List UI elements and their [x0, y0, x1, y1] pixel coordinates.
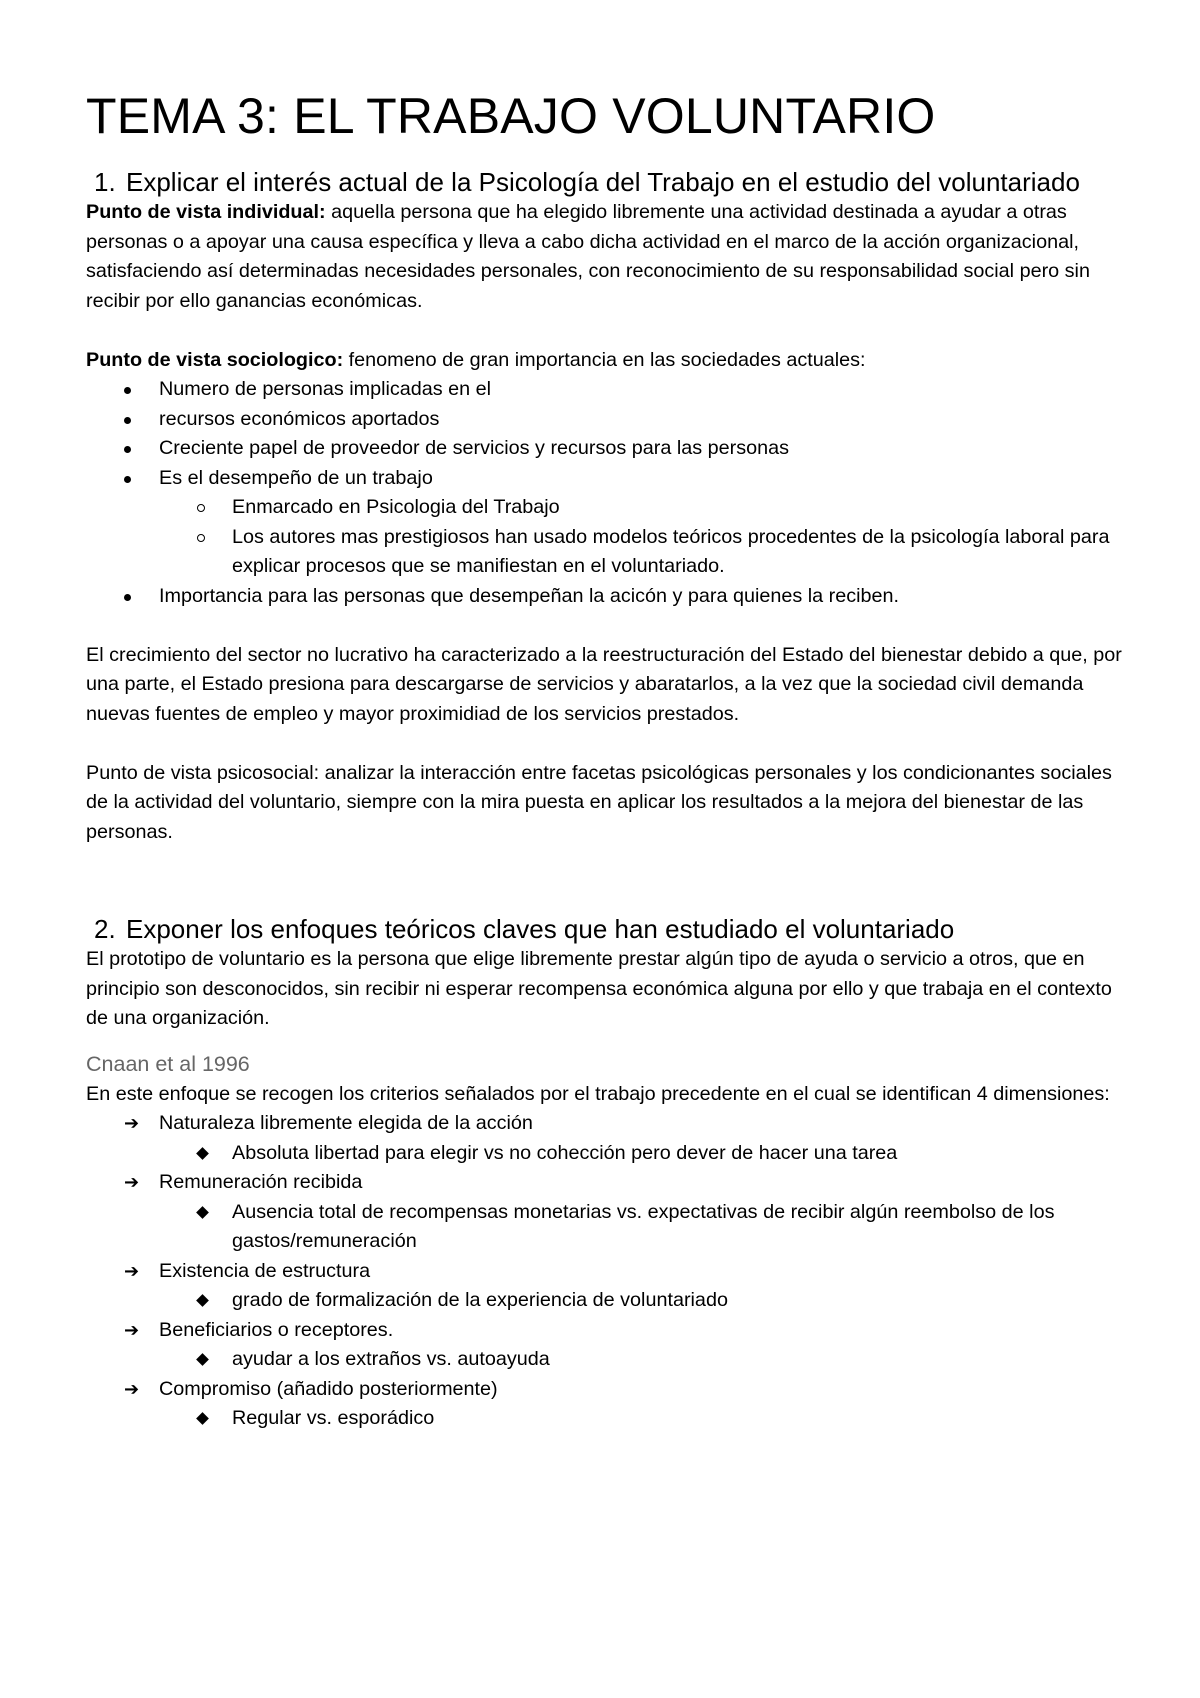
sociologico-paragraph	[86, 346, 1126, 376]
list-item: Importancia para las personas que desempeñan la acicón y para quienes la reciben.	[86, 582, 1126, 612]
spacer	[86, 611, 1126, 641]
section-1-heading	[86, 166, 1126, 198]
arrow-icon: ➔	[124, 1172, 140, 1192]
sociologico-text: fenomeno de gran importancia en las sociedades actuales:	[343, 348, 866, 371]
spacer	[86, 316, 1126, 346]
section-1-number: 1.	[94, 167, 116, 197]
arrow-icon: ➔	[124, 1260, 140, 1281]
dimension-label: Naturaleza libremente elegida de la acción	[159, 1112, 533, 1134]
list-item: recursos económicos aportados	[86, 405, 1126, 435]
sub-list-item: Los autores mas prestigiosos han usado modelos teóricos procedentes de la psicología laboral para explicar procesos que se manifiestan en el voluntariado.	[86, 523, 1126, 582]
section-2-heading	[86, 913, 1126, 945]
dimension-detail: Ausencia total de recompensas monetarias vs. expectativas de recibir algún reembolso de los gastos/remuneración	[86, 1198, 1126, 1257]
arrow-icon: ➔	[124, 1378, 140, 1399]
dimension-detail: grado de formalización de la experiencia de voluntariado	[86, 1286, 1126, 1316]
sociologico-label: Punto de vista sociologico:	[86, 348, 344, 371]
dimension-detail: ayudar a los extraños vs. autoayuda	[86, 1345, 1126, 1375]
section-2-heading-text: Exponer los enfoques teóricos claves que han estudiado el voluntariado	[126, 914, 955, 944]
dimension-detail: Absoluta libertad para elegir vs no cohección pero dever de hacer una tarea	[86, 1139, 1126, 1169]
dimension-item	[86, 1257, 1126, 1287]
individual-text: aquella persona que ha elegido libremente una actividad destinada a ayudar a otras personas o a apoyar una causa específica y lleva a cabo dicha actividad en el marco de la acción organizacional, satisfaciendo así determinadas necesidades personales, con reconocimiento de su responsabilidad social pero sin recibir por ello ganancias económicas.	[86, 201, 1090, 312]
list-item: Numero de personas implicadas en el	[86, 375, 1126, 405]
sector-paragraph: El crecimiento del sector no lucrativo ha caracterizado a la reestructuración del Estado del bienestar debido a que, por una parte, el Estado presiona para descargarse de servicios y abaratarlos, a la vez que la sociedad civil demanda nuevas fuentes de empleo y mayor proximidiad de los servicios prestados.	[86, 643, 1122, 725]
psicosocial-paragraph: Punto de vista psicosocial: analizar la interacción entre facetas psicológicas personales y los condicionantes sociales de la actividad del voluntario, siempre con la mira puesta en aplicar los resultados a la mejora del bienestar de las personas.	[86, 761, 1112, 843]
cnaan-subheading: Cnaan et al 1996	[86, 1051, 250, 1076]
sociologico-list	[86, 375, 1126, 611]
enfoque-paragraph: En este enfoque se recogen los criterios señalados por el trabajo precedente en el cual se identifican 4 dimensiones:	[86, 1082, 1110, 1105]
dimension-label: Compromiso (añadido posteriormente)	[159, 1377, 498, 1400]
dimension-detail: Regular vs. esporádico	[86, 1404, 1126, 1434]
dimension-label: Remuneración recibida	[159, 1171, 363, 1193]
arrow-icon: ➔	[124, 1319, 140, 1340]
document-title: TEMA 3: EL TRABAJO VOLUNTARIO	[86, 88, 936, 144]
list-item: Creciente papel de proveedor de servicios y recursos para las personas	[86, 434, 1126, 464]
prototipo-paragraph: El prototipo de voluntario es la persona que elige libremente prestar algún tipo de ayuda o servicio a otros, que en principio son desconocidos, sin recibir ni esperar recompensa económica alguna por ello y que trabaja en el contexto de una organización.	[86, 948, 1112, 1029]
list-item: Es el desempeño de un trabajo	[86, 464, 1126, 494]
section-2-number: 2.	[94, 914, 116, 944]
individual-paragraph	[86, 198, 1126, 316]
sub-list-item: Enmarcado en Psicologia del Trabajo	[86, 493, 1126, 523]
dimension-label: Existencia de estructura	[159, 1259, 371, 1282]
arrow-icon: ➔	[124, 1113, 140, 1133]
dimension-item	[86, 1168, 1126, 1198]
spacer	[86, 729, 1126, 759]
individual-label: Punto de vista individual:	[86, 201, 326, 223]
dimension-item	[86, 1375, 1126, 1405]
dimension-item	[86, 1316, 1126, 1346]
page-content	[86, 84, 1126, 1434]
section-1-heading-text: Explicar el interés actual de la Psicología del Trabajo en el estudio del voluntariado	[126, 167, 1080, 197]
dimension-label: Beneficiarios o receptores.	[159, 1318, 394, 1341]
dimensions-list	[86, 1109, 1126, 1434]
dimension-item	[86, 1109, 1126, 1139]
